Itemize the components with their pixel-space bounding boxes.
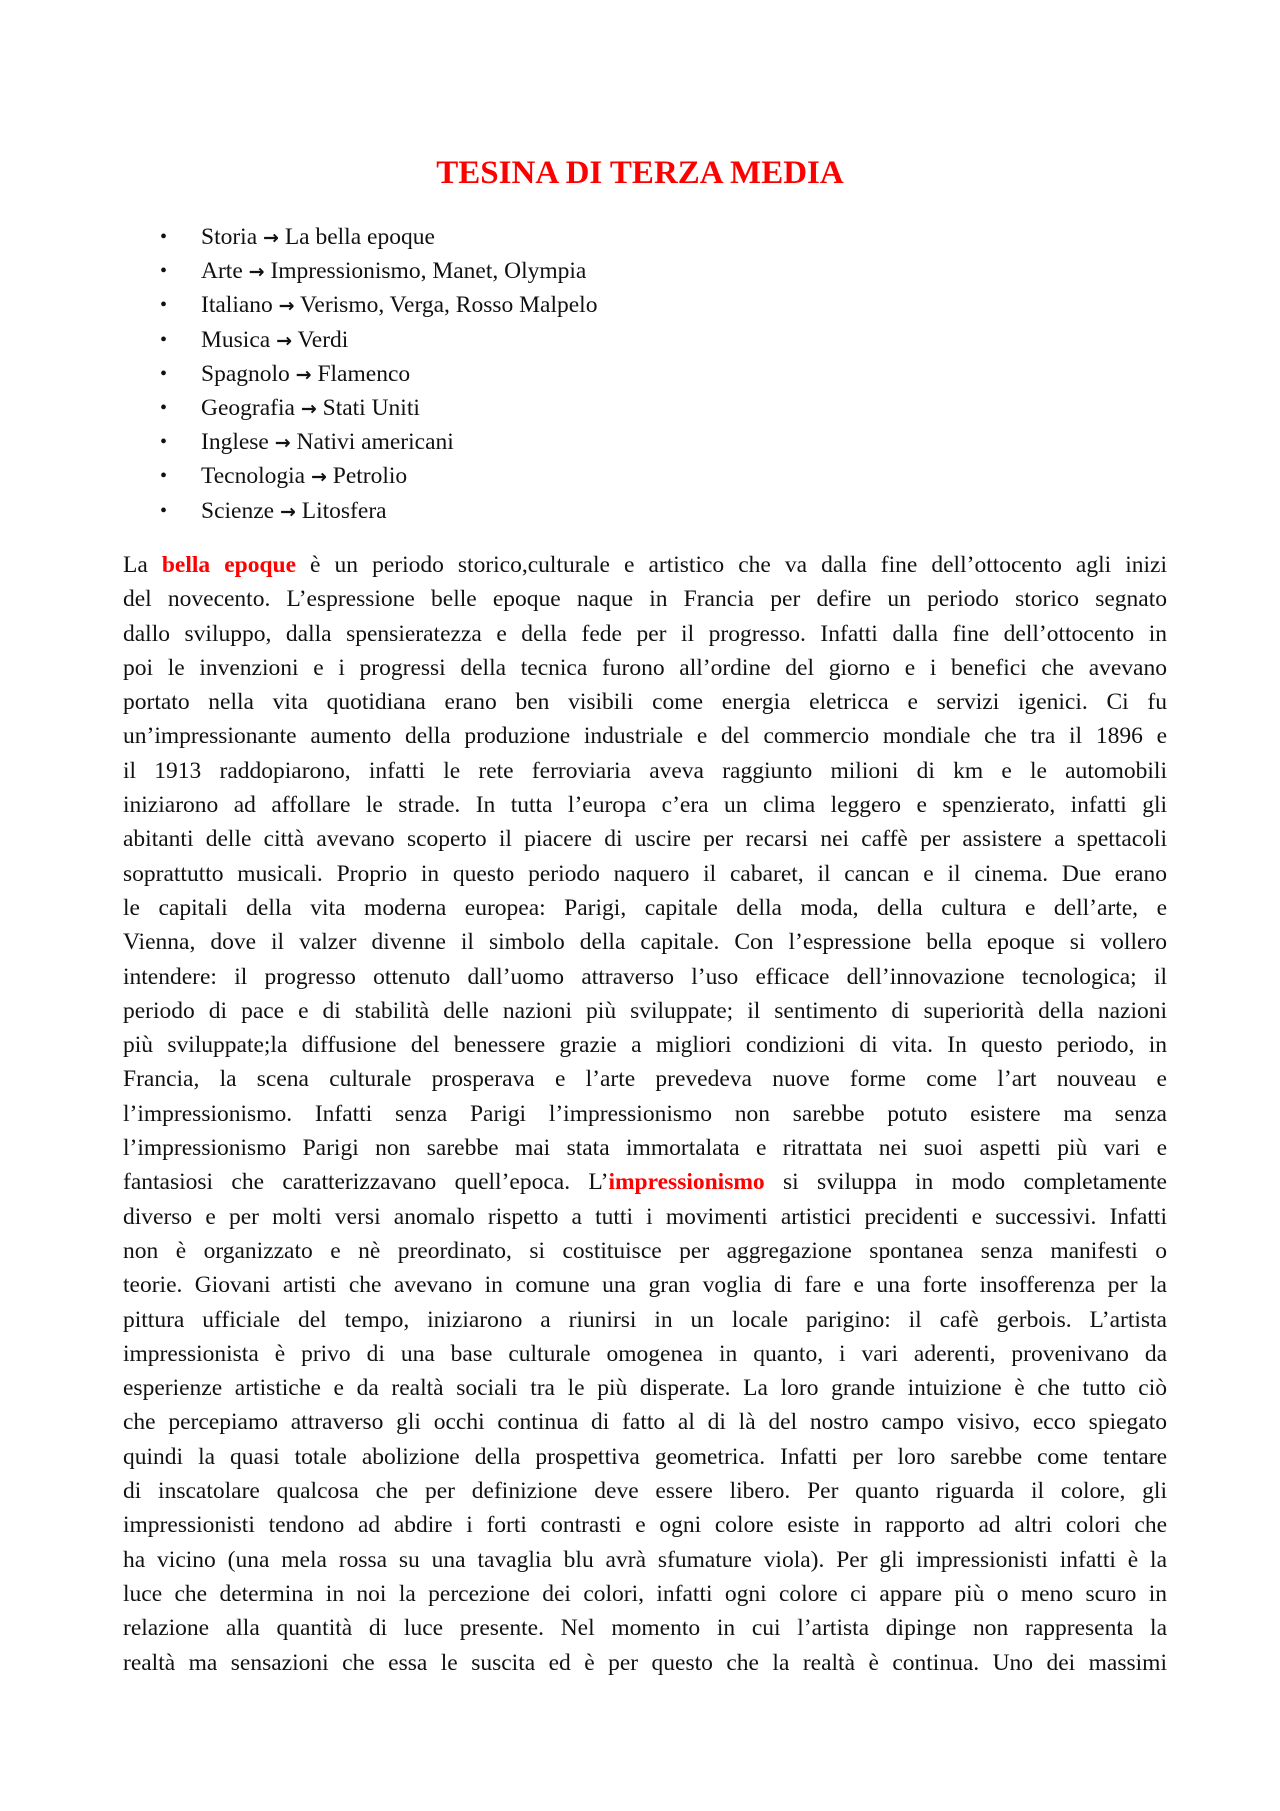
arrow-right-icon: → xyxy=(279,500,296,523)
arrow-right-icon: → xyxy=(274,432,291,455)
text-span: Francia, la scena culturale prosperava e l’arte prevedeva nuove forme come l’art nouveau e xyxy=(123,1066,1167,1093)
text-span: pittura ufficiale del tempo, iniziarono a riunirsi in un locale parigino: il cafè gerbois. L’artista xyxy=(123,1306,1167,1333)
paragraph-line xyxy=(123,754,1167,788)
paragraph-line xyxy=(123,857,1167,891)
bullet-icon: • xyxy=(160,260,168,283)
topic-list-item xyxy=(160,254,597,288)
topic-detail: Stati Uniti xyxy=(322,394,420,421)
text-span: ha vicino (una mela rossa su una tavaglia blu avrà sfumature viola). Per gli impressionisti infatti è la xyxy=(123,1546,1167,1573)
body-paragraph xyxy=(123,548,1167,1680)
arrow-right-icon: → xyxy=(248,261,265,284)
text-span: che percepiamo attraverso gli occhi continua di fatto al di là del nostro campo visivo, ecco spiegato xyxy=(123,1409,1167,1436)
bullet-icon: • xyxy=(160,465,168,488)
text-span: teorie. Giovani artisti che avevano in comune una gran voglia di fare e una forte insofferenza per la xyxy=(123,1272,1167,1299)
paragraph-line xyxy=(123,1268,1167,1302)
text-span: l’impressionismo Parigi non sarebbe mai stata immortalata e ritrattata nei suoi aspetti più vari e xyxy=(123,1135,1167,1162)
topic-list xyxy=(160,220,597,528)
paragraph-line xyxy=(123,1611,1167,1645)
paragraph-line xyxy=(123,1371,1167,1405)
paragraph-line xyxy=(123,1062,1167,1096)
text-span: impressionista è privo di una base culturale omogenea in quanto, i vari aderenti, provenivano da xyxy=(123,1340,1167,1367)
topic-detail: Litosfera xyxy=(301,497,387,524)
topic-detail: Verdi xyxy=(297,326,349,353)
text-span: Vienna, dove il valzer divenne il simbolo della capitale. Con l’espressione bella epoque si vollero xyxy=(123,929,1167,956)
text-span: non è organizzato e nè preordinato, si costituisce per aggregazione spontanea senza manifesti o xyxy=(123,1237,1167,1264)
paragraph-line xyxy=(123,1200,1167,1234)
paragraph-line xyxy=(123,1165,1167,1199)
paragraph-line xyxy=(123,822,1167,856)
text-span: le capitali della vita moderna europea: Parigi, capitale della moda, della cultura e dell’arte, e xyxy=(123,894,1167,921)
paragraph-line xyxy=(123,719,1167,753)
topic-list-item xyxy=(160,323,597,357)
topic-detail: Verismo, Verga, Rosso Malpelo xyxy=(300,292,598,319)
paragraph-line xyxy=(123,1646,1167,1680)
paragraph-line xyxy=(123,1440,1167,1474)
topic-detail: La bella epoque xyxy=(284,224,435,250)
paragraph-line xyxy=(123,1543,1167,1577)
arrow-right-icon: → xyxy=(300,397,317,420)
paragraph-line xyxy=(123,1405,1167,1439)
topic-list-item xyxy=(160,220,597,254)
arrow-right-icon: → xyxy=(263,227,279,249)
paragraph-line xyxy=(123,548,1167,582)
text-span: abitanti delle città avevano scoperto il piacere di uscire per recarsi nei caffè per assistere a spettacoli xyxy=(123,826,1167,853)
text-span: soprattutto musicali. Proprio in questo periodo naquero il cabaret, il cancan e il cinema. Due erano xyxy=(123,860,1167,887)
bullet-icon: • xyxy=(160,499,168,522)
topic-subject: Tecnologia xyxy=(201,463,306,490)
paragraph-line xyxy=(123,788,1167,822)
topic-subject: Arte xyxy=(201,258,243,285)
paragraph-line xyxy=(123,617,1167,651)
highlighted-term: impressionismo xyxy=(608,1169,765,1196)
bullet-icon: • xyxy=(160,328,168,351)
paragraph-line xyxy=(123,994,1167,1028)
paragraph-line xyxy=(123,1508,1167,1542)
text-span: iniziarono ad affollare le strade. In tutta l’europa c’era un clima leggero e spenzierato, infatti gli xyxy=(123,792,1167,819)
paragraph-line xyxy=(123,925,1167,959)
arrow-right-icon: → xyxy=(310,466,327,489)
topic-subject: Spagnolo xyxy=(201,360,290,387)
text-span: esperienze artistiche e da realtà sociali tra le più disperate. La loro grande intuizione è che tutto ciò xyxy=(123,1375,1167,1402)
text-span: La xyxy=(123,552,162,578)
paragraph-line xyxy=(123,960,1167,994)
bullet-icon: • xyxy=(160,294,168,317)
bullet-icon: • xyxy=(160,226,168,248)
text-span: più sviluppate;la diffusione del benessere grazie a migliori condizioni di vita. In questo periodo, in xyxy=(123,1032,1167,1059)
document-title: TESINA DI TERZA MEDIA xyxy=(436,155,844,191)
topic-list-item xyxy=(160,459,597,493)
topic-subject: Storia xyxy=(201,224,258,250)
topic-list-item xyxy=(160,391,597,425)
topic-detail: Nativi americani xyxy=(296,429,454,456)
bullet-icon: • xyxy=(160,431,168,454)
text-span: quindi la quasi totale abolizione della prospettiva geometrica. Infatti per loro sarebbe come tentare xyxy=(123,1443,1167,1470)
text-span: intendere: il progresso ottenuto dall’uomo attraverso l’uso efficace dell’innovazione tecnologica; il xyxy=(123,963,1167,990)
paragraph-line xyxy=(123,1028,1167,1062)
text-span: luce che determina in noi la percezione dei colori, infatti ogni colore ci appare più o meno scuro in xyxy=(123,1580,1167,1607)
text-span: poi le invenzioni e i progressi della tecnica furono all’ordine del giorno e i benefici che avevano xyxy=(123,654,1167,681)
topic-detail: Flamenco xyxy=(317,360,411,387)
text-span: il 1913 raddopiarono, infatti le rete ferroviaria aveva raggiunto milioni di km e le automobili xyxy=(123,757,1167,784)
paragraph-line xyxy=(123,891,1167,925)
paragraph-line xyxy=(123,582,1167,616)
arrow-right-icon: → xyxy=(295,363,312,386)
topic-list-item xyxy=(160,494,597,528)
bullet-icon: • xyxy=(160,362,168,385)
paragraph-line xyxy=(123,1131,1167,1165)
text-span: portato nella vita quotidiana erano ben visibili come energia eletricca e servizi igenici. Ci fu xyxy=(123,689,1167,716)
arrow-right-icon: → xyxy=(278,295,295,318)
text-span: diverso e per molti versi anomalo rispetto a tutti i movimenti artistici precidenti e successivi. Infatti xyxy=(123,1203,1167,1230)
topic-subject: Italiano xyxy=(201,292,273,319)
text-span: periodo di pace e di stabilità delle nazioni più sviluppate; il sentimento di superiorità della nazioni xyxy=(123,997,1167,1024)
text-span: relazione alla quantità di luce presente. Nel momento in cui l’artista dipinge non rappresenta la xyxy=(123,1615,1167,1642)
paragraph-line xyxy=(123,1474,1167,1508)
paragraph-line xyxy=(123,1097,1167,1131)
text-span: l’impressionismo. Infatti senza Parigi l’impressionismo non sarebbe potuto esistere ma senza xyxy=(123,1100,1167,1127)
arrow-right-icon: → xyxy=(276,329,292,352)
highlighted-term: bella epoque xyxy=(161,552,297,578)
topic-subject: Scienze xyxy=(201,497,275,524)
paragraph-line xyxy=(123,1234,1167,1268)
text-span: fantasiosi che caratterizzavano quell’epoca. L’ xyxy=(123,1169,609,1196)
topic-detail: Petrolio xyxy=(332,463,408,490)
text-span: un’impressionante aumento della produzione industriale e del commercio mondiale che tra il 1896 e xyxy=(123,723,1167,750)
paragraph-line xyxy=(123,685,1167,719)
paragraph-line xyxy=(123,1577,1167,1611)
text-span: di inscatolare qualcosa che per definizione deve essere libero. Per quanto riguarda il colore, gli xyxy=(123,1478,1167,1505)
topic-detail: Impressionismo, Manet, Olympia xyxy=(270,258,587,285)
text-span: si sviluppa in modo completamente xyxy=(764,1169,1167,1196)
topic-list-item xyxy=(160,288,597,322)
topic-list-item xyxy=(160,357,597,391)
text-span: realtà ma sensazioni che essa le suscita ed è per questo che la realtà è continua. Uno dei massimi xyxy=(123,1649,1167,1676)
paragraph-line xyxy=(123,1337,1167,1371)
topic-list-item xyxy=(160,425,597,459)
paragraph-line xyxy=(123,651,1167,685)
topic-subject: Geografia xyxy=(201,394,295,421)
topic-subject: Inglese xyxy=(201,429,269,456)
paragraph-line xyxy=(123,1303,1167,1337)
bullet-icon: • xyxy=(160,396,168,419)
text-span: impressionisti tendono ad abdire i forti contrasti e ogni colore esiste in rapporto ad altri colori che xyxy=(123,1512,1167,1539)
text-span: è un periodo storico,culturale e artistico che va dalla fine dell’ottocento agli inizi xyxy=(296,552,1167,578)
text-span: dallo sviluppo, dalla spensieratezza e della fede per il progresso. Infatti dalla fine dell’ottocento in xyxy=(123,620,1167,647)
topic-subject: Musica xyxy=(201,326,271,353)
text-span: del novecento. L’espressione belle epoque naque in Francia per defire un periodo storico segnato xyxy=(123,586,1167,613)
